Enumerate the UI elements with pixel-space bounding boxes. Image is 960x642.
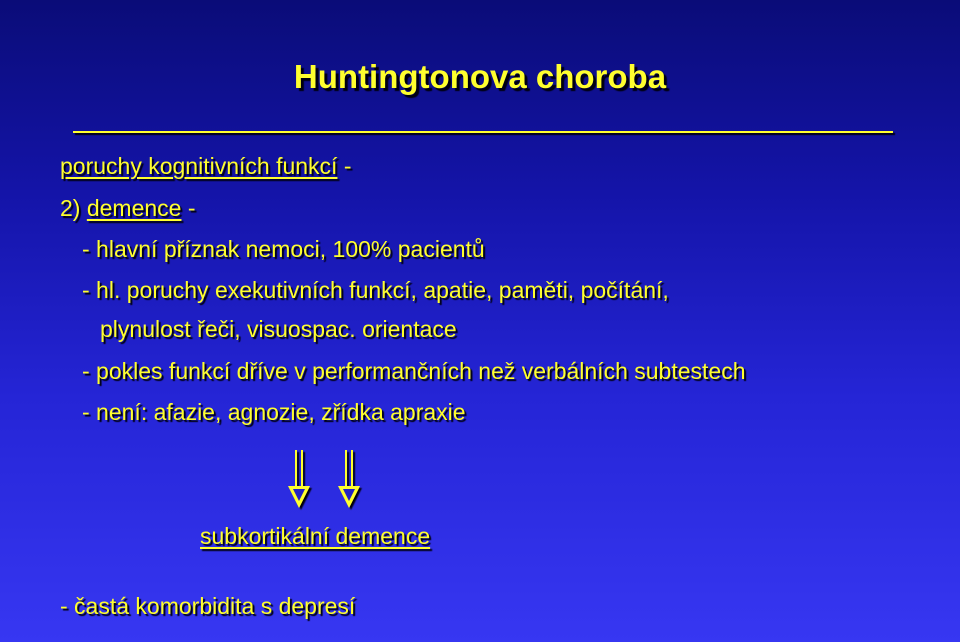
not-present-text: - není: afazie, agnozie, zřídka apraxie <box>82 399 466 425</box>
conclusion-line <box>200 522 430 550</box>
line-executive-functions <box>82 276 669 304</box>
dementia-link: demence <box>86 195 182 221</box>
main-symptom-text: - hlavní příznak nemoci, 100% pacientů <box>82 236 485 262</box>
executive-functions-text: - hl. poruchy exekutivních funkcí, apatie, paměti, počítání, <box>82 277 669 303</box>
dementia-dash: - <box>181 195 196 221</box>
dementia-number: 2) <box>60 195 87 221</box>
line-main-symptom <box>82 235 485 263</box>
slide-title <box>0 58 960 96</box>
performance-decline-text: - pokles funkcí dříve v performančních než verbálních subtestech <box>82 358 746 384</box>
line-speech-fluency <box>100 315 457 343</box>
subcortical-dementia-link: subkortikální demence <box>200 523 431 549</box>
line-not-present <box>82 398 466 426</box>
comorbidity-text: - častá komorbidita s depresí <box>60 593 356 619</box>
cognitive-disorders-dash: - <box>337 153 352 179</box>
title-underline-rule <box>73 131 893 133</box>
footer-line <box>60 592 355 620</box>
double-down-arrow-icon <box>338 450 360 508</box>
line-performance-decline <box>82 357 746 385</box>
line-dementia <box>60 194 196 222</box>
speech-fluency-text: plynulost řeči, visuospac. orientace <box>100 316 457 342</box>
title-text: Huntingtonova choroba <box>293 58 667 95</box>
line-cognitive-disorders <box>60 152 352 180</box>
arrows-group <box>288 448 368 512</box>
cognitive-disorders-link: poruchy kognitivních funkcí <box>60 153 338 179</box>
double-down-arrow-icon <box>288 450 310 508</box>
